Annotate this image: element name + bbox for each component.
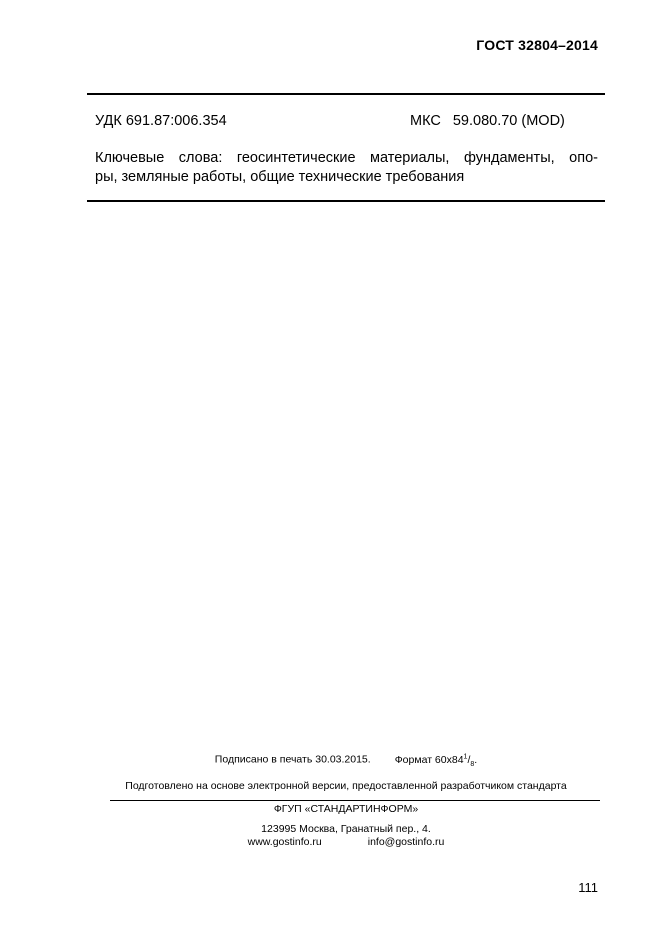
- keywords-line-1: [95, 149, 598, 168]
- mks-code: [410, 113, 565, 129]
- keyword-word: Ключевые: [95, 150, 165, 166]
- publisher-address: 123995 Москва, Гранатный пер., 4.: [261, 823, 431, 835]
- udk-code: УДК 691.87:006.354: [95, 113, 227, 129]
- keyword-word: фундаменты,: [463, 150, 555, 166]
- website-link[interactable]: www.gostinfo.ru: [247, 836, 322, 848]
- imprint-divider: [110, 800, 600, 801]
- keywords-divider: [87, 200, 605, 202]
- prepared-note: Подготовлено на основе электронной версии, предоставленной разработчиком стандарта: [125, 780, 567, 792]
- keyword-word: материалы,: [370, 150, 450, 166]
- mks-label: МКС: [410, 113, 441, 129]
- keyword-word: слова:: [178, 150, 223, 166]
- publisher-contacts: [87, 836, 605, 848]
- keyword-word: опо-: [569, 150, 598, 166]
- publisher-name: ФГУП «СТАНДАРТИНФОРМ»: [273, 803, 419, 815]
- standard-code: ГОСТ 32804–2014: [476, 37, 598, 53]
- top-divider: [87, 93, 605, 95]
- paper-format: Формат $60x84^1/_8$.: [394, 753, 478, 768]
- keyword-word: геосинтетические: [236, 150, 356, 166]
- keywords-line-2: ры, земляные работы, общие технические требования: [95, 169, 465, 185]
- email-link[interactable]: info@gostinfo.ru: [367, 836, 445, 848]
- print-signed-line: [87, 753, 605, 768]
- keywords-block: [95, 149, 598, 187]
- mks-value: 59.080.70 (MOD): [452, 113, 565, 129]
- signed-date: Подписано в печать 30.03.2015.: [214, 753, 371, 766]
- page-number: 111: [578, 880, 598, 895]
